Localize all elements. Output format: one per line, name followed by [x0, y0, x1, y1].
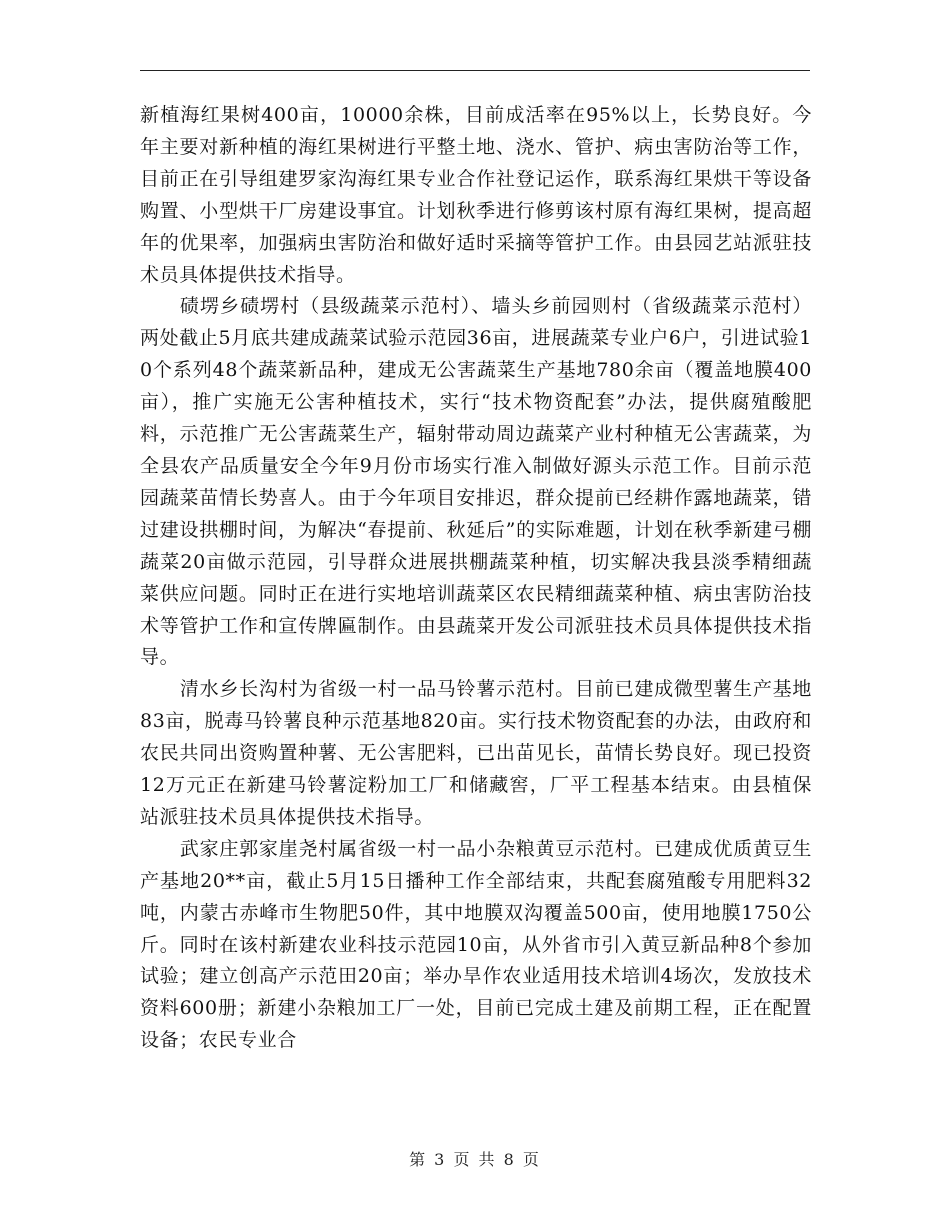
header-rule	[140, 70, 810, 71]
page-footer: 第 3 页 共 8 页	[409, 1150, 541, 1169]
paragraph-4: 武家庄郭家崖尧村属省级一村一品小杂粮黄豆示范村。已建成优质黄豆生产基地20**亩，截止5月15日播种工作全部结束，共配套腐殖酸专用肥料32吨，内蒙古赤峰市生物肥50件，其中地膜双沟覆盖500亩，使用地膜1750公斤。同时在该村新建农业科技示范园10亩，从外省市引入黄豆新品种8个参加试验；建立创高产示范田20亩；举办旱作农业适用技术培训4场次，发放技术资料600册；新建小杂粮加工厂一处，目前已完成土建及前期工程，正在配置设备；农民专业合	[140, 837, 812, 1052]
paragraph-1: 新植海红果树400亩，10000余株，目前成活率在95%以上，长势良好。今年主要对新种植的海红果树进行平整土地、浇水、管护、病虫害防治等工作，目前正在引导组建罗家沟海红果专业合作社登记运作，联系海红果烘干等设备购置、小型烘干厂房建设事宜。计划秋季进行修剪该村原有海红果树，提高超年的优果率，加强病虫害防治和做好适时采摘等管护工作。由县园艺站派驻技术员具体提供技术指导。	[140, 104, 812, 286]
document-body	[140, 100, 812, 1057]
paragraph-2: 碛塄乡碛塄村（县级蔬菜示范村）、墙头乡前园则村（省级蔬菜示范村）两处截止5月底共建成蔬菜试验示范园36亩，进展蔬菜专业户6户，引进试验10个系列48个蔬菜新品种，建成无公害蔬菜生产基地780余亩（覆盖地膜400亩），推广实施无公害种植技术，实行“技术物资配套”办法，提供腐殖酸肥料，示范推广无公害蔬菜生产，辐射带动周边蔬菜产业村种植无公害蔬菜，为全县农产品质量安全今年9月份市场实行准入制做好源头示范工作。目前示范园蔬菜苗情长势喜人。由于今年项目安排迟，群众提前已经耕作露地蔬菜，错过建设拱棚时间，为解决“春提前、秋延后”的实际难题，计划在秋季新建弓棚蔬菜20亩做示范园，引导群众进展拱棚蔬菜种植，切实解决我县淡季精细蔬菜供应问题。同时正在进行实地培训蔬菜区农民精细蔬菜种植、病虫害防治技术等管护工作和宣传牌匾制作。由县蔬菜开发公司派驻技术员具体提供技术指导。	[140, 295, 812, 669]
paragraph-3: 清水乡长沟村为省级一村一品马铃薯示范村。目前已建成微型薯生产基地83亩，脱毒马铃薯良种示范基地820亩。实行技术物资配套的办法，由政府和农民共同出资购置种薯、无公害肥料，已出苗见长，苗情长势良好。现已投资12万元正在新建马铃薯淀粉加工厂和储藏窖，厂平工程基本结束。由县植保站派驻技术员具体提供技术指导。	[140, 678, 812, 828]
